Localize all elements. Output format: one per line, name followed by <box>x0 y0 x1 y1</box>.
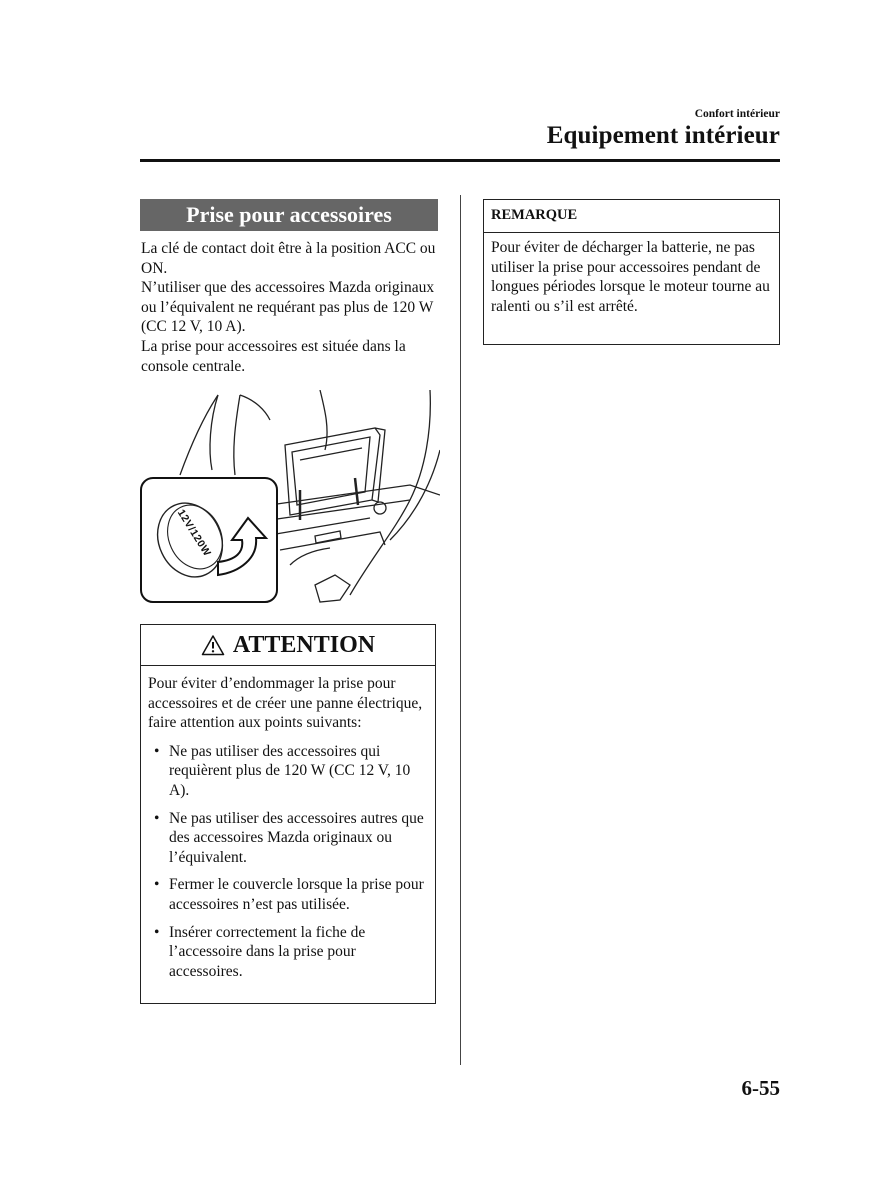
intro-text <box>141 239 441 376</box>
attention-intro: Pour éviter d’endommager la prise pour accessoires et de créer une panne électrique, faire attention aux points suivants: <box>148 675 423 732</box>
attention-header <box>141 625 435 666</box>
intro-paragraph-3: La prise pour accessoires est située dans la console centrale. <box>141 337 406 375</box>
accessory-socket-illustration <box>140 390 440 605</box>
header-rule <box>140 159 780 162</box>
section-label: Confort intérieur <box>694 108 780 120</box>
remarque-box <box>483 199 780 345</box>
cap-label: 12V/120W <box>174 507 214 559</box>
page-title: Equipement intérieur <box>546 122 780 149</box>
remarque-body: Pour éviter de décharger la batterie, ne pas utiliser la prise pour accessoires pendant de longues périodes lorsque le moteur tourne au ralenti ou s’il est arrêté. <box>491 239 770 315</box>
list-item: • Ne pas utiliser des accessoires autres que des accessoires Mazda originaux ou l’équivalent. <box>154 809 424 866</box>
page-number: 6-55 <box>741 1076 780 1100</box>
list-item: • Fermer le couvercle lorsque la prise pour accessoires n’est pas utilisée. <box>154 876 424 913</box>
column-divider <box>460 195 461 1065</box>
attention-box <box>140 624 436 1004</box>
attention-bullets <box>148 742 428 982</box>
intro-paragraph-1: La clé de contact doit être à la position ACC ou ON. <box>141 240 436 277</box>
list-item: • Ne pas utiliser des accessoires qui requièrent plus de 120 W (CC 12 V, 10 A). <box>154 742 411 799</box>
list-item: • Insérer correctement la fiche de l’accessoire dans la prise pour accessoires. <box>154 923 366 980</box>
attention-body <box>141 666 435 981</box>
remarque-title: REMARQUE <box>484 200 779 233</box>
section-banner: Prise pour accessoires <box>140 199 438 231</box>
intro-paragraph-2: N’utiliser que des accessoires Mazda originaux ou l’équivalent ne requérant pas plus de 120 W (CC 12 V, 10 A). <box>141 279 435 336</box>
attention-title: ATTENTION <box>232 631 376 658</box>
warning-triangle-icon <box>201 634 225 656</box>
